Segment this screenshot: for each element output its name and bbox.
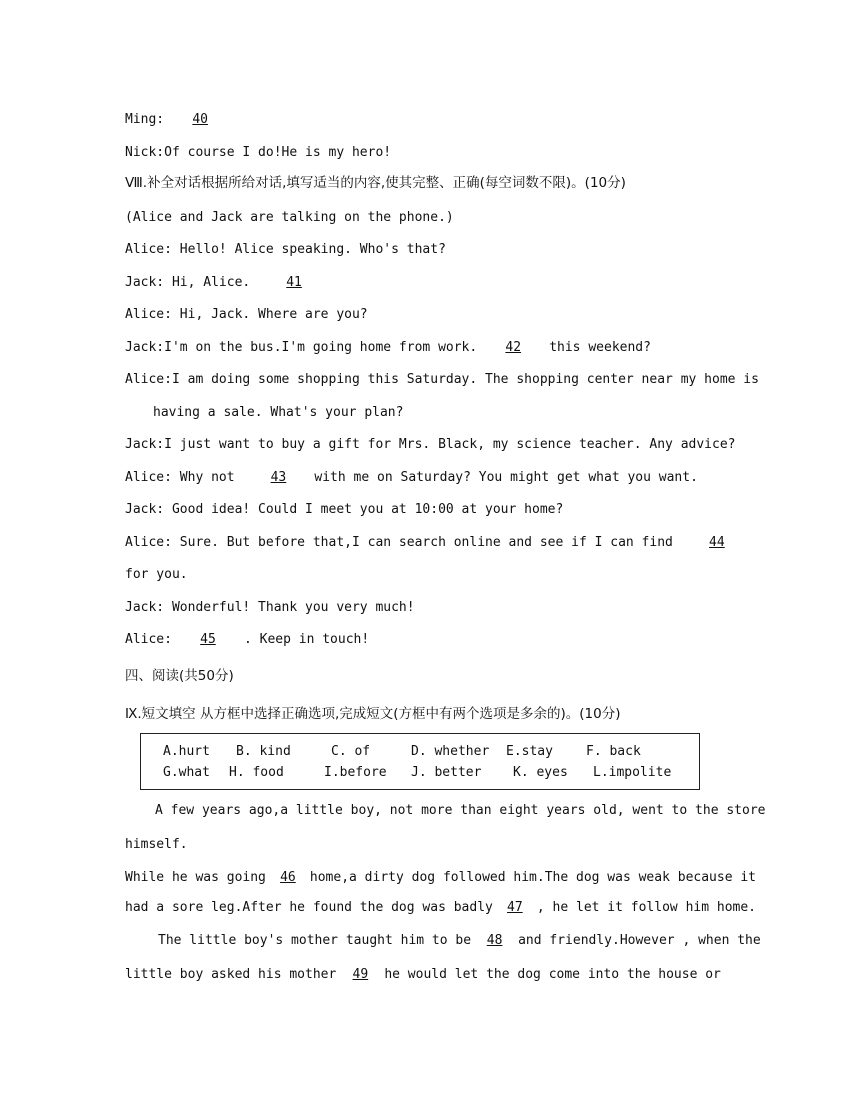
option-l: L.impolite — [593, 765, 672, 780]
dialogue-line-45 — [125, 631, 369, 649]
blank-48[interactable]: 48 — [486, 933, 503, 948]
line-text: and friendly.However , when the — [518, 933, 761, 948]
dialogue-line-43 — [125, 469, 698, 487]
section-9-heading: Ⅸ.短文填空 从方框中选择正确选项,完成短文(方框中有两个选项是多余的)。(10分) — [125, 706, 621, 722]
dialogue-line: Alice:I am doing some shopping this Saturday. The shopping center near my home is — [125, 372, 759, 387]
line-text: While he was going — [125, 870, 266, 885]
blank-41[interactable]: 41 — [286, 275, 302, 290]
line-text: little boy asked his mother — [125, 967, 337, 982]
line-text: Alice: — [125, 632, 172, 647]
dialogue-line: Jack:I just want to buy a gift for Mrs. Black, my science teacher. Any advice? — [125, 437, 736, 452]
passage-line-49 — [125, 966, 721, 984]
option-h: H. food — [229, 765, 284, 780]
part-4-heading: 四、阅读(共50分) — [125, 668, 234, 684]
dialogue-line: Jack: Good idea! Could I meet you at 10:00 at your home? — [125, 502, 564, 517]
option-d: D. whether — [411, 744, 490, 759]
dialogue-line: Jack: Wonderful! Thank you very much! — [125, 600, 415, 615]
blank-45[interactable]: 45 — [200, 632, 216, 647]
passage-line-48 — [158, 932, 761, 950]
blank-40[interactable]: 40 — [192, 112, 208, 127]
line-text: this weekend? — [549, 340, 651, 355]
dialogue-line-41 — [125, 274, 330, 292]
line-text: . Keep in touch! — [243, 632, 370, 647]
option-b: B. kind — [236, 744, 291, 759]
dialogue-line: Alice: Hello! Alice speaking. Who's that? — [125, 242, 446, 257]
option-a: A.hurt — [163, 744, 210, 759]
blank-42[interactable]: 42 — [505, 340, 522, 355]
section-8-heading: Ⅷ.补全对话根据所给对话,填写适当的内容,使其完整、正确(每空词数不限)。(10分) — [125, 175, 626, 191]
option-e: E.stay — [506, 744, 553, 759]
line-text: home,a dirty dog followed him.The dog was weak because it — [309, 870, 757, 885]
line-text: Jack: Hi, Alice. — [125, 275, 251, 290]
blank-43[interactable]: 43 — [270, 470, 287, 485]
blank-44[interactable]: 44 — [709, 535, 725, 550]
dialogue-line: Alice: Hi, Jack. Where are you? — [125, 307, 368, 322]
passage-line-46 — [125, 869, 756, 887]
line-text: he would let the dog come into the house or — [384, 967, 721, 982]
line-text: Jack:I'm on the bus.I'm going home from work. — [125, 340, 478, 355]
line-text: had a sore leg.After he found the dog was badly — [125, 900, 493, 915]
option-k: K. eyes — [513, 765, 568, 780]
dialogue-line-40 — [125, 111, 236, 129]
passage-line: himself. — [125, 837, 188, 852]
option-j: J. better — [411, 765, 482, 780]
blank-49[interactable]: 49 — [352, 967, 369, 982]
dialogue-line-44 — [125, 534, 725, 552]
dialogue-line-42 — [125, 339, 651, 357]
dialogue-line: Nick:Of course I do!He is my hero! — [125, 145, 392, 160]
option-g: G.what — [163, 765, 210, 780]
options-box — [140, 733, 700, 790]
line-text: Alice: Sure. But before that,I can search online and see if I can find — [125, 535, 673, 550]
dialogue-line: for you. — [125, 567, 188, 582]
dialogue-line: having a sale. What's your plan? — [153, 405, 404, 420]
speaker-text: Ming: — [125, 112, 165, 127]
dialogue-line: (Alice and Jack are talking on the phone.) — [125, 210, 454, 225]
line-text: , he let it follow him home. — [536, 900, 757, 915]
option-f: F. back — [586, 744, 641, 759]
line-text: Alice: Why not — [125, 470, 235, 485]
passage-line-47 — [125, 899, 756, 917]
blank-47[interactable]: 47 — [507, 900, 523, 915]
passage-line: A few years ago,a little boy, not more than eight years old, went to the store — [155, 803, 766, 818]
blank-46[interactable]: 46 — [280, 870, 296, 885]
line-text: with me on Saturday? You might get what you want. — [314, 470, 698, 485]
option-c: C. of — [331, 744, 371, 759]
line-text: The little boy's mother taught him to be — [158, 933, 472, 948]
option-i: I.before — [324, 765, 387, 780]
